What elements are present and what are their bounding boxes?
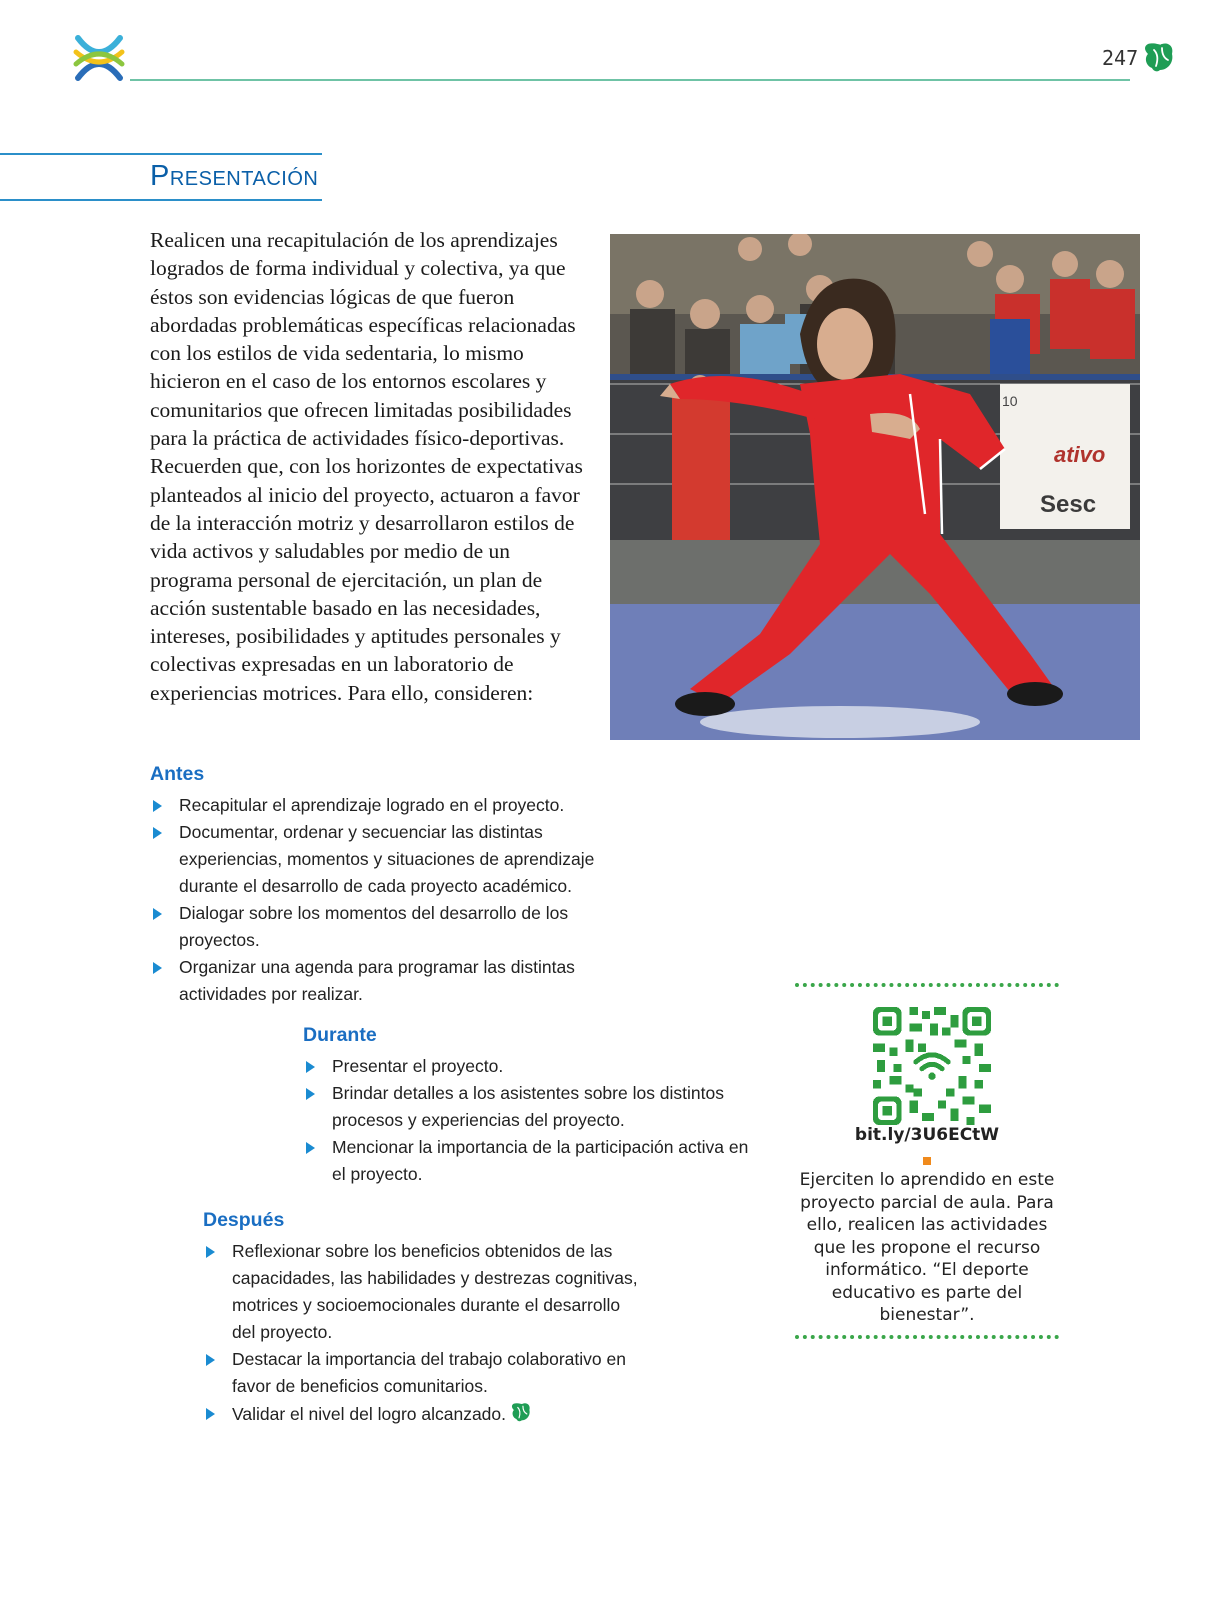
list-item: Validar el nivel del logro alcanzado. bbox=[203, 1400, 643, 1428]
list-item: Destacar la importancia del trabajo colaborativo en favor de beneficios comunitarios. bbox=[203, 1346, 643, 1400]
list-item: Mencionar la importancia de la participación activa en el proyecto. bbox=[303, 1134, 753, 1188]
antes-heading: Antes bbox=[150, 763, 205, 785]
green-leaf-icon bbox=[1142, 40, 1176, 74]
title-rule-top bbox=[0, 153, 322, 155]
section-title: Presentación bbox=[150, 160, 319, 192]
resource-description: Ejerciten lo aprendido en este proyecto parcial de aula. Para ello, realicen las actividades que les propone el recurso informático. “El deporte educativo es parte del bienestar”. bbox=[799, 1170, 1055, 1325]
bullet-triangle-icon bbox=[206, 1354, 215, 1366]
antes-list bbox=[150, 792, 610, 1008]
durante-list bbox=[303, 1053, 753, 1188]
banner-text-sesc: Sesc bbox=[1040, 491, 1097, 518]
bullet-triangle-icon bbox=[153, 800, 162, 812]
bullet-triangle-icon bbox=[153, 827, 162, 839]
bullet-triangle-icon bbox=[306, 1088, 315, 1100]
resource-link[interactable]: bit.ly/3U6ECtW bbox=[854, 1125, 1000, 1145]
despues-heading: Después bbox=[203, 1209, 285, 1231]
bullet-triangle-icon bbox=[206, 1408, 215, 1420]
page-number: 247 bbox=[1102, 46, 1139, 70]
green-leaf-icon bbox=[510, 1400, 532, 1424]
banner-text-10: 10 bbox=[1002, 393, 1018, 409]
banner-text-ativo: ativo bbox=[1054, 442, 1106, 467]
kung-fu-athlete-photo bbox=[610, 234, 1140, 740]
intro-paragraph: Realicen una recapitulación de los aprendizajes logrados de forma individual y colectiva, ya que éstos son evidencias lógicas de que fueron abordadas problemáticas específicas relacionadas con los estilos de vida sedentaria, lo mismo hicieron en el caso de los entornos escolares y comunitarios que ofrecen limitadas posibilidades para la práctica de actividades físico-deportivas. Recuerden que, con los horizontes de expectativas planteados al inicio del proyecto, actuaron a favor de la interacción motriz y desarrollaron estilos de vida activos y saludables por medio de un programa personal de ejercitación, un plan de acción sustentable basado en las necesidades, intereses, posibilidades y aptitudes personales y colectivas expresadas en un laboratorio de experiencias motrices. Para ello, consideren: bbox=[150, 228, 583, 705]
list-item: Recapitular el aprendizaje logrado en el proyecto. bbox=[150, 792, 610, 819]
interlocking-arcs-logo-icon bbox=[72, 32, 126, 84]
despues-list bbox=[203, 1238, 643, 1428]
durante-heading: Durante bbox=[303, 1024, 377, 1046]
bullet-triangle-icon bbox=[306, 1061, 315, 1073]
qr-code-icon[interactable] bbox=[873, 1007, 991, 1125]
list-item: Presentar el proyecto. bbox=[303, 1053, 753, 1080]
title-rule-bottom bbox=[0, 199, 322, 201]
header-rule bbox=[130, 79, 1130, 81]
list-item: Reflexionar sobre los beneficios obtenidos de las capacidades, las habilidades y destrezas cognitivas, motrices y socioemocionales durante el desarrollo del proyecto. bbox=[203, 1238, 643, 1346]
list-item: Organizar una agenda para programar las distintas actividades por realizar. bbox=[150, 954, 610, 1008]
bullet-triangle-icon bbox=[306, 1142, 315, 1154]
bullet-triangle-icon bbox=[153, 962, 162, 974]
bullet-triangle-icon bbox=[153, 908, 162, 920]
list-item: Dialogar sobre los momentos del desarrollo de los proyectos. bbox=[150, 900, 610, 954]
resource-sidebar bbox=[795, 983, 1059, 1339]
bullet-triangle-icon bbox=[206, 1246, 215, 1258]
orange-dot-icon bbox=[923, 1157, 931, 1165]
list-item: Documentar, ordenar y secuenciar las distintas experiencias, momentos y situaciones de aprendizaje durante el desarrollo de cada proyecto académico. bbox=[150, 819, 610, 900]
list-item: Brindar detalles a los asistentes sobre los distintos procesos y experiencias del proyecto. bbox=[303, 1080, 753, 1134]
